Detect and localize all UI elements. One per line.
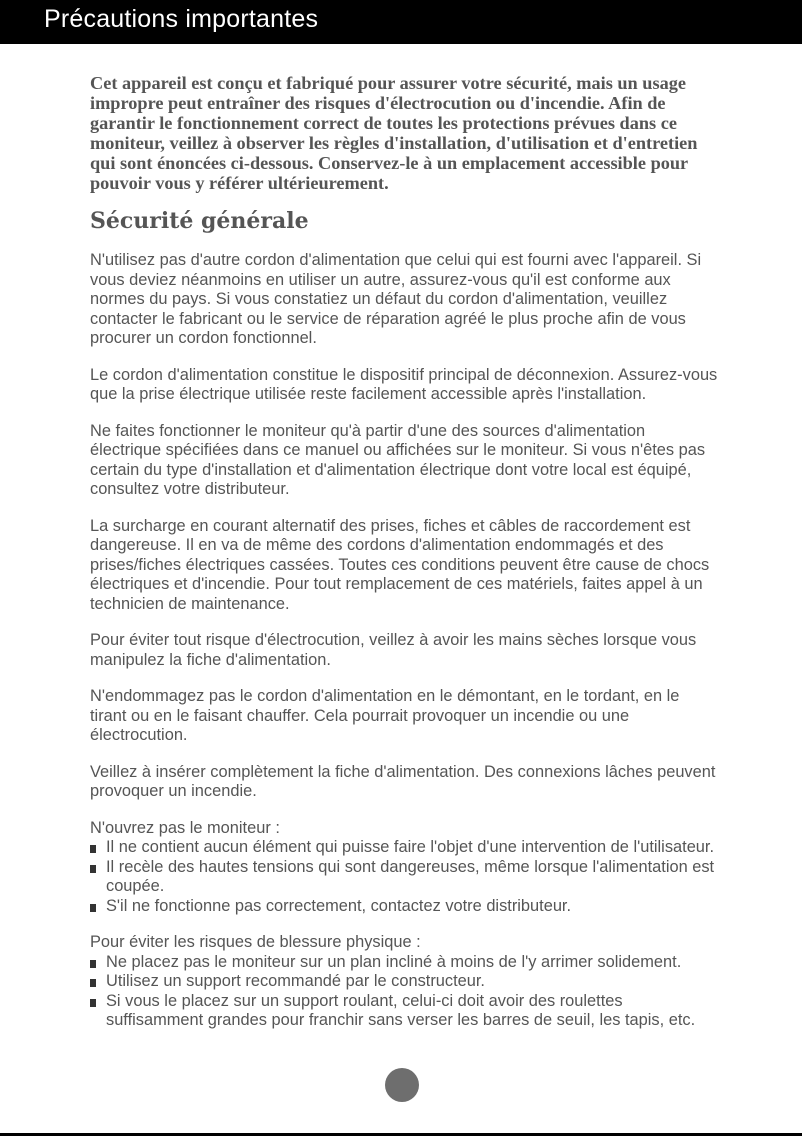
list-item (90, 897, 720, 917)
list-item-text: Si vous le placez sur un support roulant, celui-ci doit avoir des roulettes suffisamment grandes pour franchir sans verser les barres de seuil, les tapis, etc. (106, 991, 696, 1029)
header-bar (0, 0, 802, 44)
bullet-square-icon (90, 865, 96, 873)
list-item (90, 972, 720, 992)
paragraph-disconnect-device: Le cordon d'alimentation constitue le dispositif principal de déconnexion. Assurez-vous que la prise électrique utilisée reste facilement accessible après l'installation. (90, 365, 718, 403)
page-content (90, 73, 720, 1031)
paragraph-cord-damage: N'endommagez pas le cordon d'alimentation en le démontant, en le tordant, en le tirant ou en le faisant chauffer. Cela pourrait provoquer un incendie ou une électrocution. (90, 687, 680, 744)
list-item (90, 992, 720, 1031)
list-open-monitor (90, 838, 720, 916)
list-item-text: Il ne contient aucun élément qui puisse faire l'objet d'une intervention de l'utilisateur. (106, 838, 715, 856)
list-item-text: Il recèle des hautes tensions qui sont dangereuses, même lorsque l'alimentation est coupée. (106, 857, 715, 895)
list-item-text: Ne placez pas le moniteur sur un plan incliné à moins de l'y arrimer solidement. (106, 952, 682, 971)
section-heading: Sécurité générale (90, 208, 309, 234)
bullet-square-icon (90, 845, 96, 853)
paragraph-plug-insertion: Veillez à insérer complètement la fiche d'alimentation. Des connexions lâches peuvent provoquer un incendie. (90, 762, 716, 800)
list-item-text: Utilisez un support recommandé par le constructeur. (106, 972, 485, 990)
bullet-square-icon (90, 999, 96, 1007)
bullet-square-icon (90, 960, 96, 968)
paragraph-overload: La surcharge en courant alternatif des prises, fiches et câbles de raccordement est dangereuse. Il en va de même des cordons d'alimentation endommagés et des prises/fiches électriques cassées. Toutes ces conditions peuvent être cause de chocs électriques et d'incendie. Pour tout remplacement de ces matériels, faites appel à un technicien de maintenance. (90, 516, 710, 613)
paragraph-power-cord: N'utilisez pas d'autre cordon d'alimentation que celui qui est fourni avec l'appareil. Si vous deviez néanmoins en utiliser un autre, assurez-vous qu'il est conforme aux normes du pays. Si vous constatiez un défaut du cordon d'alimentation, veuillez contacter le fabricant ou le service de réparation agréé le plus proche afin de vous procurer un cordon fonctionnel. (90, 251, 702, 347)
list-item (90, 838, 720, 858)
list-open-monitor-label: N'ouvrez pas le moniteur : (90, 818, 280, 837)
paragraph-dry-hands: Pour éviter tout risque d'électrocution, veillez à avoir les mains sèches lorsque vous manipulez la fiche d'alimentation. (90, 631, 697, 669)
list-injury (90, 953, 720, 1031)
list-item (90, 858, 720, 897)
list-item-text: S'il ne fonctionne pas correctement, contactez votre distributeur. (106, 896, 572, 915)
list-item (90, 953, 720, 973)
list-injury-label: Pour éviter les risques de blessure physique : (90, 933, 421, 951)
intro-paragraph: Cet appareil est conçu et fabriqué pour assurer votre sécurité, mais un usage impropre peut entraîner des risques d'électrocution ou d'incendie. Afin de garantir le fonctionnement correct de toutes les protections prévues dans ce moniteur, veillez à observer les règles d'installation, d'utilisation et d'entretien qui sont énoncées ci-dessous. Conservez-le à un emplacement accessible pour pouvoir vous y référer ultérieurement. (90, 73, 698, 193)
paragraph-power-source: Ne faites fonctionner le moniteur qu'à partir d'une des sources d'alimentation électrique spécifiées dans ce manuel ou affichées sur le moniteur. Si vous n'êtes pas certain du type d'installation et d'alimentation électrique dont votre local est équipé, consultez votre distributeur. (90, 421, 706, 498)
bullet-square-icon (90, 904, 96, 912)
bullet-square-icon (90, 979, 96, 987)
page-number-dot (385, 1068, 419, 1102)
page-title: Précautions importantes (44, 5, 319, 33)
